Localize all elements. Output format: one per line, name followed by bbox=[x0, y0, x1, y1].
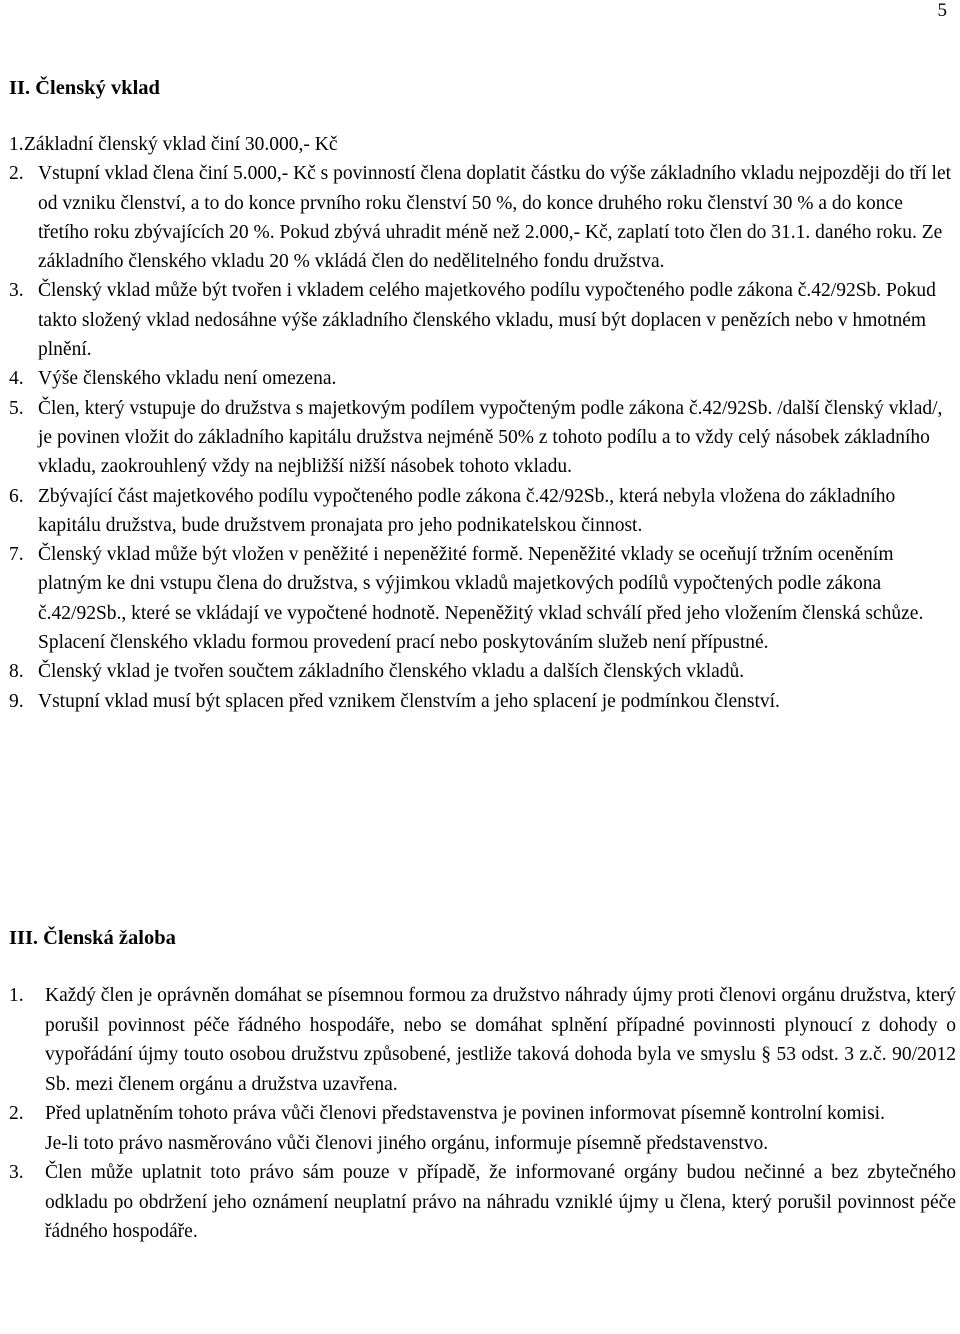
section-3-list bbox=[0, 981, 960, 1247]
item-text: Člen, který vstupuje do družstva s majetkovým podílem vypočteným podle zákona č.42/92Sb. /další členský vklad/, je povinen vložit do základního kapitálu družstva nejméně 50% z tohoto podílu a to vždy celý násobek základního vkladu, zaokrouhlený vždy na nejbližší nižší násobek tohoto vkladu. bbox=[38, 397, 943, 478]
section-heading-clenska-zaloba: III. Členská žaloba bbox=[9, 927, 176, 949]
item-text: Každý člen je oprávněn domáhat se písemnou formou za družstvo náhrady újmy proti členovi orgánu družstva, který porušil povinnost péče řádného hospodáře, nebo se domáhat splnění případné povinnosti plynoucí z dohody o vypořádání újmy touto osobou družstvu způsobené, jestliže taková dohoda byla ve smyslu § 53 odst. 3 z.č. 90/2012 Sb. mezi členem orgánu a družstva uzavřena. bbox=[45, 985, 956, 1095]
item-number: 4. bbox=[9, 368, 24, 390]
item-number: 8. bbox=[9, 661, 24, 683]
item-text: Členský vklad je tvořen součtem základního členského vkladu a dalších členských vkladů. bbox=[38, 661, 745, 683]
item-text: Základní členský vklad činí 30.000,- Kč bbox=[24, 134, 338, 155]
list-item bbox=[0, 657, 960, 686]
list-item bbox=[0, 130, 960, 159]
item-text: Vstupní vklad musí být splacen před vznikem členstvím a jeho splacení je podmínkou členství. bbox=[38, 690, 780, 712]
page-number: 5 bbox=[937, 0, 947, 21]
list-item bbox=[0, 159, 960, 276]
list-item bbox=[0, 364, 960, 393]
item-text: Před uplatněním tohoto práva vůči členovi představenstva je povinen informovat písemně kontrolní komisi. bbox=[45, 1103, 885, 1124]
item-text: Zbývající část majetkového podílu vypočteného podle zákona č.42/92Sb., která nebyla vložena do základního kapitálu družstva, bude družstvem pronajata pro jeho podnikatelskou činnost. bbox=[38, 485, 896, 536]
item-extra-paragraph: Je-li toto právo nasměrováno vůči členovi jiného orgánu, informuje písemně představenstvo. bbox=[45, 1132, 769, 1154]
item-number: 6. bbox=[9, 485, 24, 507]
item-number: 9. bbox=[9, 690, 24, 712]
item-text: Členský vklad může být vložen v peněžité i nepeněžité formě. Nepeněžité vklady se oceňují tržním oceněním platným ke dni vstupu člena do družstva, s výjimkou vkladů majetkových podílů vypočtených podle zákona č.42/92Sb., které se vkládají ve vypočtené hodnotě. Nepeněžitý vklad schválí před jeho vložením členská schůze. bbox=[38, 544, 924, 624]
item-number: 3. bbox=[9, 1162, 24, 1183]
item-text: Vstupní vklad člena činí 5.000,- Kč s povinností člena doplatit částku do výše základního vkladu nejpozději do tří let od vzniku členství, a to do konce prvního roku členství 50 %, do konce druhého roku členství 30 % a do konce třetího roku zbývajících 20 %. Pokud zbývá uhradit méně než 2.000,- Kč, zaplatí toto člen do 31.1. daného roku. Ze základního členského vkladu 20 % vkládá člen do nedělitelného fondu družstva. bbox=[38, 163, 952, 273]
list-item bbox=[0, 394, 960, 482]
section-heading-clensky-vklad: II. Členský vklad bbox=[9, 77, 160, 99]
item-text: Výše členského vkladu není omezena. bbox=[38, 368, 337, 390]
list-item bbox=[0, 540, 960, 657]
item-extra-paragraph: Splacení členského vkladu formou provedení prací nebo poskytováním služeb není přípustné. bbox=[38, 632, 769, 654]
item-number: 2. bbox=[9, 1103, 24, 1124]
list-item bbox=[0, 981, 960, 1099]
item-number: 7. bbox=[9, 544, 24, 566]
list-item bbox=[0, 687, 960, 716]
list-item bbox=[0, 482, 960, 541]
item-number: 1. bbox=[9, 985, 24, 1006]
list-item bbox=[0, 276, 960, 364]
item-number: 2. bbox=[9, 163, 24, 185]
item-text: Člen může uplatnit toto právo sám pouze v případě, že informované orgány budou nečinné a bez zbytečného odkladu po obdržení jeho oznámení neuplatní právo na náhradu vzniklé újmy u člena, který porušil povinnost péče řádného hospodáře. bbox=[45, 1162, 956, 1242]
list-item bbox=[0, 1158, 960, 1247]
item-number: 1. bbox=[9, 134, 24, 155]
item-text: Členský vklad může být tvořen i vkladem celého majetkového podílu vypočteného podle zákona č.42/92Sb. Pokud takto složený vklad nedosáhne výše základního členského vkladu, musí být doplacen v penězích nebo v hmotném plnění. bbox=[38, 280, 936, 361]
list-item bbox=[0, 1099, 960, 1158]
section-2-list bbox=[0, 130, 960, 716]
item-number: 5. bbox=[9, 397, 24, 419]
item-number: 3. bbox=[9, 280, 24, 302]
